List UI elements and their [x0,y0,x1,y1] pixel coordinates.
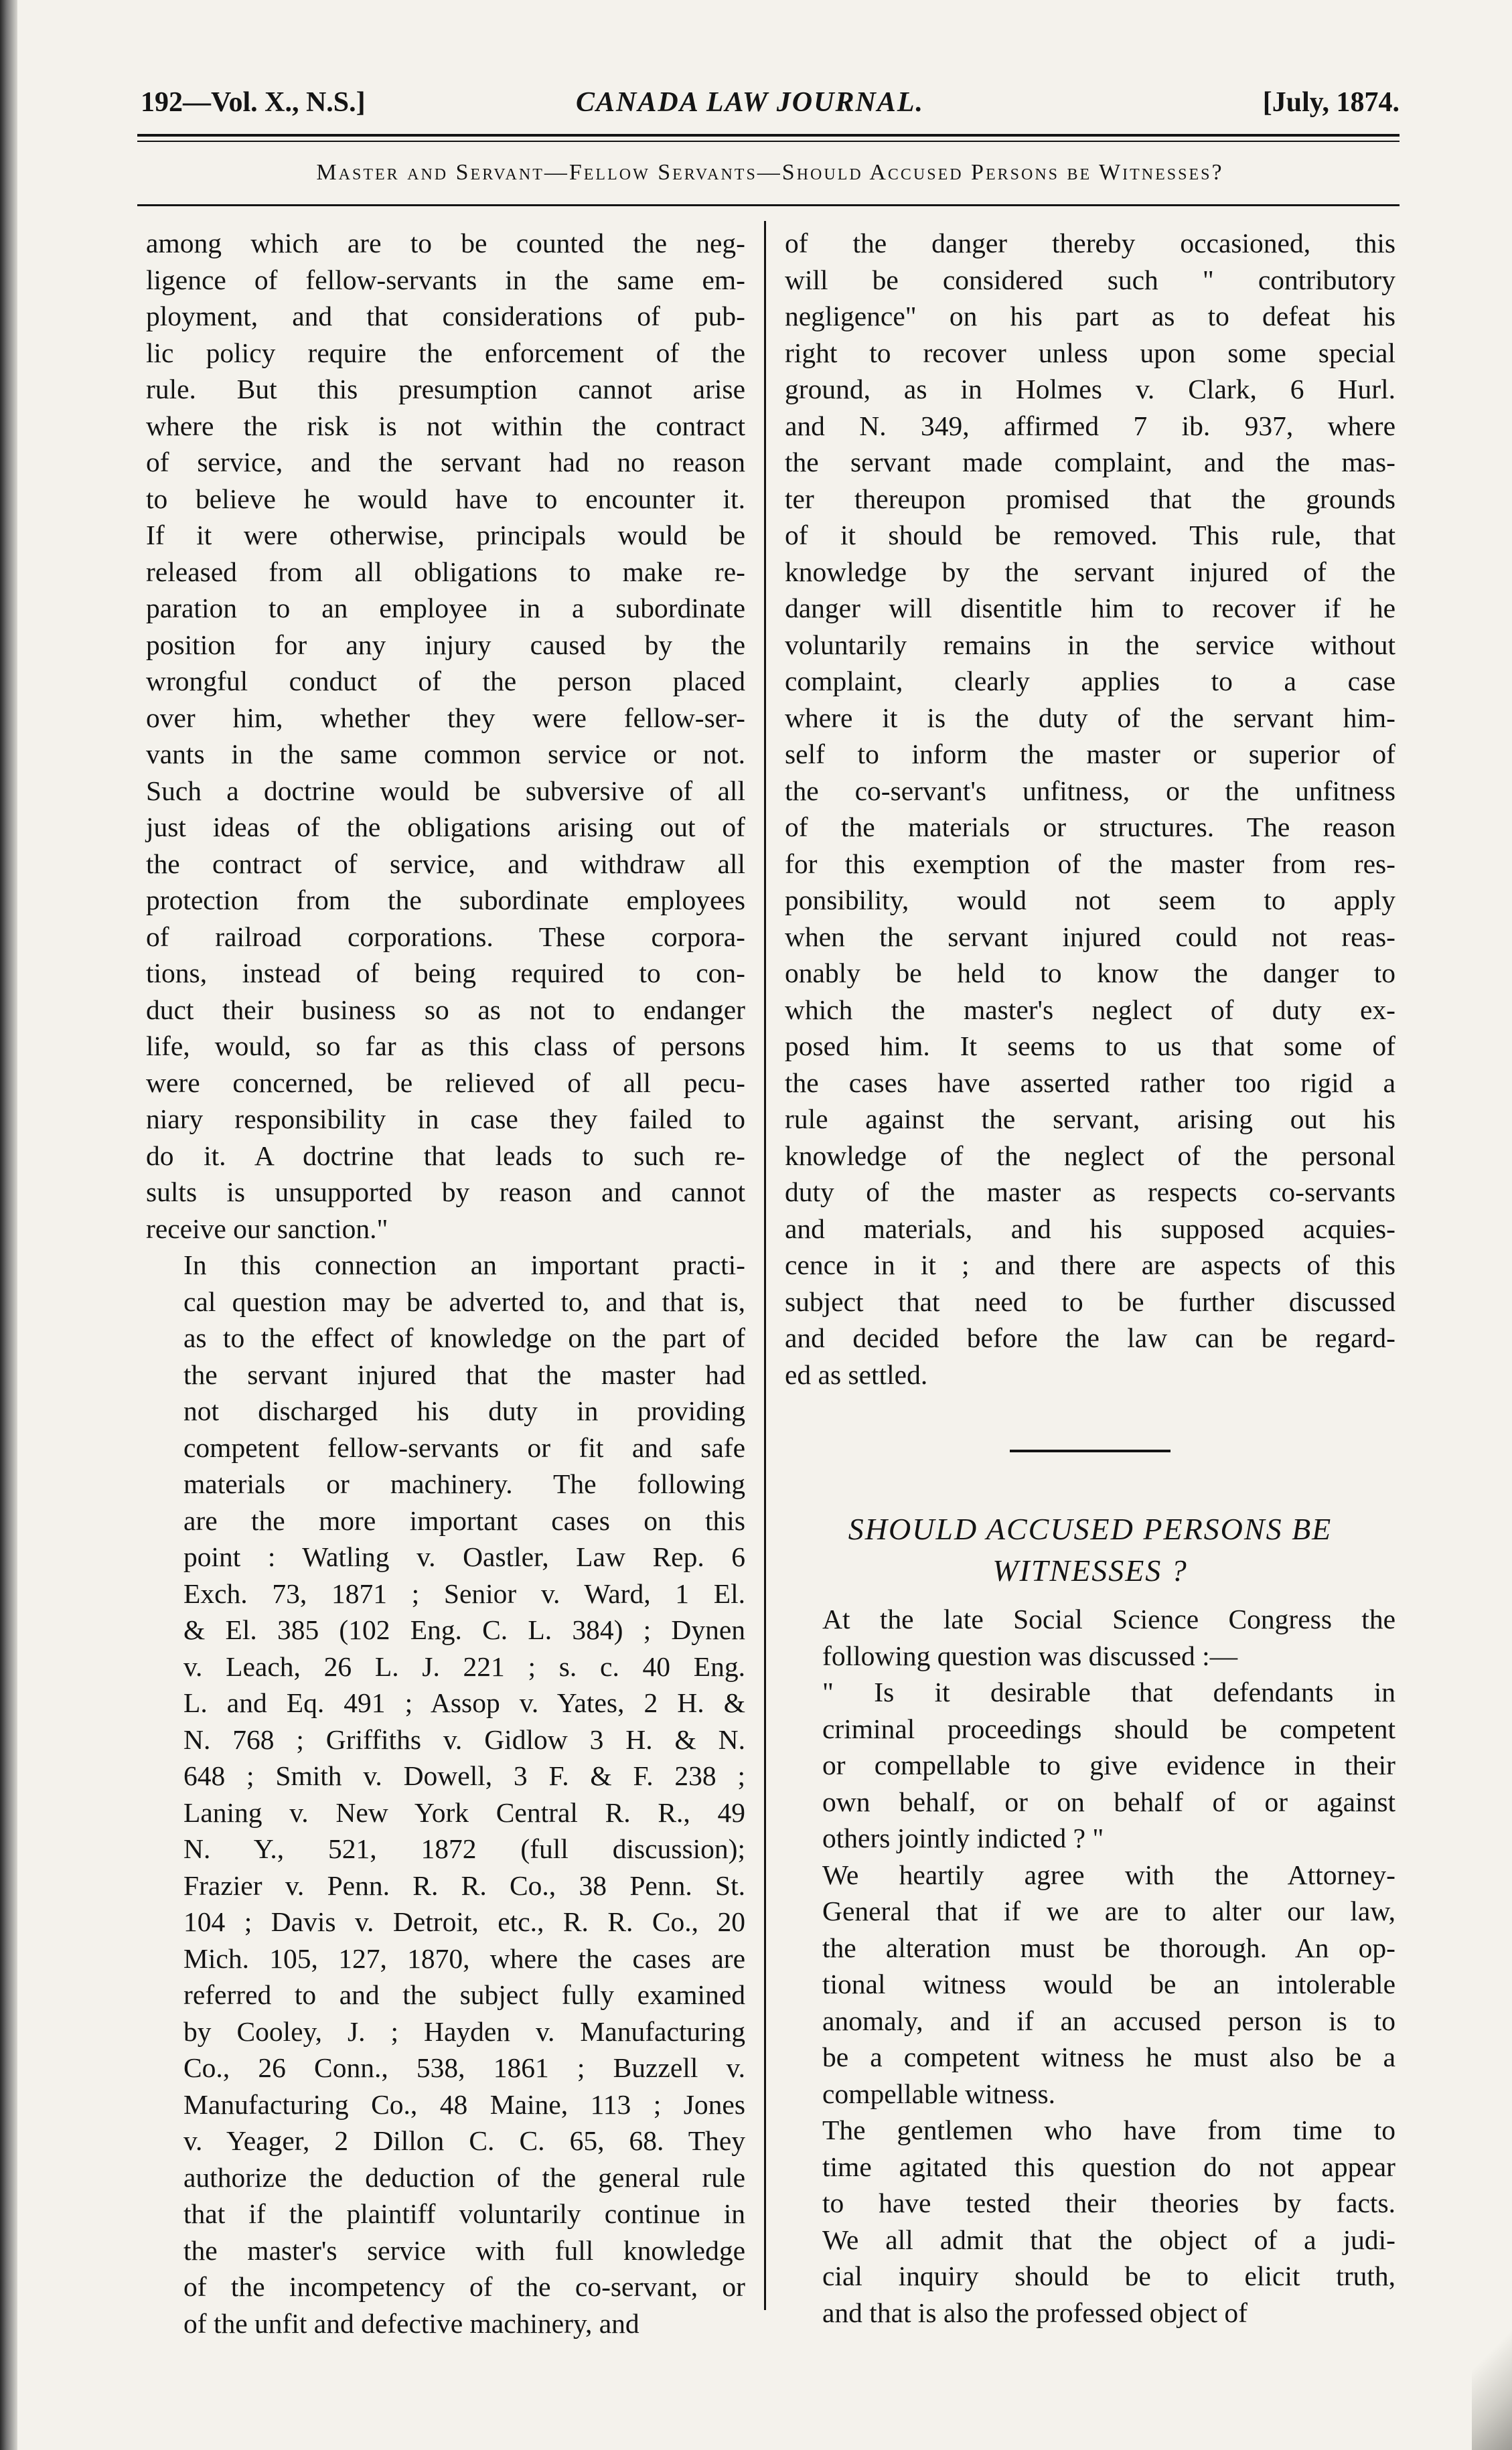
text-line: to have tested their theories by facts. [822,2188,1395,2218]
text-line: will be considered such " contributory [785,264,1395,295]
text-line: the co-servant's unfitness, or the unfitness [785,775,1395,806]
section-title [785,1509,1395,1592]
right-column-continuation [785,225,1395,1393]
text-line: Laning v. New York Central R. R., 49 [183,1796,745,1828]
text-line: At the late Social Science Congress the [822,1604,1395,1634]
text-line: and that is also the professed object of [822,2297,1248,2328]
text-line: time agitated this question do not appear [822,2151,1395,2182]
text-line: compellable witness. [822,2078,1056,2109]
text-line: Co., 26 Conn., 538, 1861 ; Buzzell v. [183,2052,745,2083]
text-line: of it should be removed. This rule, that [785,520,1395,550]
text-line: niary responsibility in case they failed to [146,1103,745,1134]
text-line: cence in it ; and there are aspects of this [785,1249,1395,1280]
text-line: and decided before the law can be regard- [785,1322,1395,1353]
text-line: Exch. 73, 1871 ; Senior v. Ward, 1 El. [183,1578,745,1609]
page-binding-edge [0,0,17,2450]
text-line: We all admit that the object of a judi- [822,2224,1395,2255]
text-line: The gentlemen who have from time to [822,2115,1395,2145]
text-line: Frazier v. Penn. R. R. Co., 38 Penn. St. [183,1869,745,1901]
text-line: over him, whether they were fellow-ser- [146,702,745,733]
paragraph [785,1857,1395,2113]
text-line: the contract of service, and withdraw all [146,848,745,879]
text-line: just ideas of the obligations arising out of [146,812,745,842]
text-line: lic policy require the enforcement of the [146,337,745,368]
text-line: If it were otherwise, principals would be [146,520,745,550]
text-line: of service, and the servant had no reason [146,447,745,477]
text-line: where the risk is not within the contract [146,410,745,441]
text-line: the servant injured that the master had [183,1359,745,1390]
text-line: tional witness would be an intolerable [822,1969,1395,1999]
text-line: ponsibility, would not seem to apply [785,885,1395,915]
text-line: We heartily agree with the Attorney- [822,1859,1395,1890]
text-line: Mich. 105, 127, 1870, where the cases are [183,1942,745,1974]
running-header [141,79,1400,126]
text-line: ligence of fellow-servants in the same em- [146,264,745,295]
text-line: L. and Eq. 491 ; Assop v. Yates, 2 H. & [183,1687,745,1718]
paragraph [785,225,1395,1393]
text-line: self to inform the master or superior of [785,739,1395,769]
text-line: the master's service with full knowledge [183,2234,745,2266]
text-line: ground, as in Holmes v. Clark, 6 Hurl. [785,374,1395,404]
text-line: v. Leach, 26 L. J. 221 ; s. c. 40 Eng. [183,1651,745,1682]
text-line: 104 ; Davis v. Detroit, etc., R. R. Co., 20 [183,1906,745,1937]
text-line: authorize the deduction of the general rule [183,2161,745,2193]
section-separator-rule [1010,1450,1170,1452]
paragraph [785,1674,1395,1857]
text-line: own behalf, or on behalf of or against [822,1786,1395,1817]
text-line: released from all obligations to make re- [146,556,745,587]
text-line: ed as settled. [785,1359,928,1390]
text-line: In this connection an important practi- [183,1249,745,1280]
text-line: Manufacturing Co., 48 Maine, 113 ; Jones [183,2088,745,2120]
right-column [785,225,1395,2331]
text-line: posed him. It seems to us that some of [785,1030,1395,1061]
paragraph [146,225,745,1247]
text-line: & El. 385 (102 Eng. C. L. 384) ; Dynen [183,1614,745,1645]
text-line: position for any injury caused by the [146,629,745,660]
text-line: of the danger thereby occasioned, this [785,228,1395,258]
text-line: vants in the same common service or not. [146,739,745,769]
paragraph [785,1601,1395,1674]
text-line: knowledge by the servant injured of the [785,556,1395,587]
section-title-line1: SHOULD ACCUSED PERSONS BE [848,1512,1333,1546]
text-line: and materials, and his supposed acquies- [785,1213,1395,1244]
text-line: " Is it desirable that defendants in [822,1677,1395,1707]
text-line: life, would, so far as this class of persons [146,1030,745,1061]
text-line: the servant made complaint, and the mas- [785,447,1395,477]
text-line: for this exemption of the master from res- [785,848,1395,879]
text-line: anomaly, and if an accused person is to [822,2005,1395,2036]
text-line: of railroad corporations. These corpora- [146,921,745,952]
text-line: to believe he would have to encounter it. [146,483,745,514]
text-line: rule against the servant, arising out his [785,1103,1395,1134]
text-line: subject that need to be further discussed [785,1286,1395,1317]
text-line: and N. 349, affirmed 7 ib. 937, where [785,410,1395,441]
text-line: ter thereupon promised that the grounds [785,483,1395,514]
text-line: as to the effect of knowledge on the part of [183,1322,745,1353]
text-line: right to recover unless upon some special [785,337,1395,368]
text-line: of the incompetency of the co-servant, or [183,2271,745,2302]
issue-date: [July, 1874. [1262,87,1400,118]
text-line: danger will disentitle him to recover if he [785,593,1395,623]
header-double-rule [137,134,1400,142]
section-title-line2: WITNESSES ? [992,1553,1188,1588]
text-line: others jointly indicted ? " [822,1823,1104,1853]
text-line: N. 768 ; Griffiths v. Gidlow 3 H. & N. [183,1724,745,1755]
text-line: the alteration must be thorough. An op- [822,1932,1395,1963]
text-line: point : Watling v. Oastler, Law Rep. 6 [183,1541,745,1572]
text-line: where it is the duty of the servant him- [785,702,1395,733]
paragraph [785,2112,1395,2331]
text-line: onably be held to know the danger to [785,958,1395,988]
journal-title: CANADA LAW JOURNAL. [576,87,924,118]
text-line: which the master's neglect of duty ex- [785,994,1395,1025]
text-line: tions, instead of being required to con- [146,958,745,988]
text-line: among which are to be counted the neg- [146,228,745,258]
text-line: cal question may be adverted to, and that is, [183,1286,745,1317]
text-line: sults is unsupported by reason and cannot [146,1176,745,1207]
left-column [146,225,745,2342]
text-line: criminal proceedings should be competent [822,1713,1395,1744]
text-line: or compellable to give evidence in their [822,1750,1395,1780]
text-line: cial inquiry should be to elicit truth, [822,2261,1395,2291]
text-line: N. Y., 521, 1872 (full discussion); [183,1833,745,1864]
text-line: of the unfit and defective machinery, and [183,2307,639,2339]
running-subheader: Master and Servant—Fellow Servants—Should Accused Persons be Witnesses? [316,160,1224,185]
text-line: were concerned, be relieved of all pecu- [146,1067,745,1098]
text-line: of the materials or structures. The reason [785,812,1395,842]
text-line: ployment, and that considerations of pub- [146,301,745,331]
text-line: when the servant injured could not reas- [785,921,1395,952]
page-folio: 192—Vol. X., N.S.] [141,87,366,118]
text-line: wrongful conduct of the person placed [146,666,745,696]
subheader-rule [137,204,1400,206]
text-line: duty of the master as respects co-servants [785,1176,1395,1207]
text-line: the cases have asserted rather too rigid a [785,1067,1395,1098]
text-line: are the more important cases on this [183,1505,745,1536]
text-line: materials or machinery. The following [183,1468,745,1499]
text-line: Such a doctrine would be subversive of all [146,775,745,806]
column-divider [764,221,766,2310]
text-line: do it. A doctrine that leads to such re- [146,1140,745,1171]
text-line: duct their business so as not to endanger [146,994,745,1025]
text-line: receive our sanction." [146,1213,388,1244]
right-column-article [785,1601,1395,2331]
paragraph [146,1247,745,2342]
text-line: complaint, clearly applies to a case [785,666,1395,696]
text-line: negligence" on his part as to defeat his [785,301,1395,331]
page-corner-curl [1472,2289,1512,2450]
text-line: competent fellow-servants or fit and safe [183,1432,745,1463]
text-line: referred to and the subject fully examined [183,1979,745,2010]
text-line: protection from the subordinate employees [146,885,745,915]
text-line: voluntarily remains in the service without [785,629,1395,660]
text-line: General that if we are to alter our law, [822,1896,1395,1926]
text-line: 648 ; Smith v. Dowell, 3 F. & F. 238 ; [183,1760,745,1791]
text-line: following question was discussed :— [822,1640,1238,1671]
text-line: by Cooley, J. ; Hayden v. Manufacturing [183,2015,745,2047]
text-line: paration to an employee in a subordinate [146,593,745,623]
text-line: that if the plaintiff voluntarily continue in [183,2198,745,2229]
text-line: rule. But this presumption cannot arise [146,374,745,404]
text-line: knowledge of the neglect of the personal [785,1140,1395,1171]
text-line: v. Yeager, 2 Dillon C. C. 65, 68. They [183,2125,745,2156]
text-line: be a competent witness he must also be a [822,2042,1395,2072]
text-line: not discharged his duty in providing [183,1395,745,1426]
